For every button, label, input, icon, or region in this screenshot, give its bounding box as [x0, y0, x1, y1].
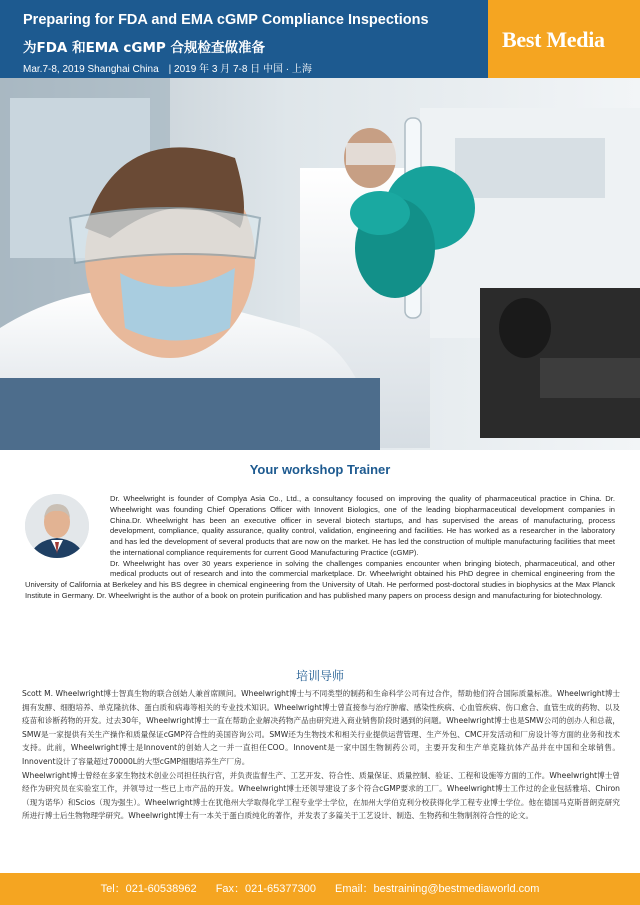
trainer-bio-english [25, 494, 615, 602]
portrait-spacer [25, 494, 110, 572]
contact-fax: Fax：021-65377300 [215, 883, 316, 895]
trainer-bio-chinese [22, 687, 620, 823]
title-chinese: 为FDA 和EMA cGMP 合规检查做准备 [23, 40, 265, 56]
trainer-heading: Your workshop Trainer [249, 462, 391, 477]
trainer-heading-chinese: 培训导师 [295, 669, 344, 683]
contact-info [0, 880, 640, 896]
bio-cn-paragraph: Wheelwright博士曾经在多家生物技术创业公司担任执行官，并负责监督生产、工艺开发、符合性、质量保证、质量控制、验证、工程和设施等方面的工作。Wheelwright博士曾经作为研究员在实验室工作，并领导过一些已上市产品的开发。Wheelwright博士还领导建设了多个符合cGMP要求的工厂。Wheelwright博士工作过的企业包括雅培、Chiron（现为诺华）和Scios（现为强生）。Wheelwright博士在犹他州大学取得化学工程专业学士学位，在加州大学伯克利分校获得化学工程专业博士学位。他在德国马克斯普朗克研究所进行博士后生物物理学研究。Wheelwright博士有一本关于蛋白质纯化的著作，并发表了多篇关于工艺设计、制造、生物药和生物制剂符合性的论文。 [22, 770, 620, 821]
bio-en-paragraph: Dr. Wheelwright is founder of Complya Asia Co., Ltd., a consultancy focused on improving the quality of pharmaceutical practice in China. Dr. Wheelwright was founding Chief Operations Officer with Innovent Biologics, one of the leading biopharmaceutical development companies in China.Dr. Wheelwright has been an executive officer in several biotech startups, and has supervised the areas of manufacturing, process development, compliance, quality assurance, quality control, validation, engineering and facilities. He has worked as a researcher in the laboratory and has led the development of several products that are now on the market. He has led the construction of multiple manufacturing facilities that meet the international compliance requirements for current Good Manufacturing Practice (cGMP). [110, 494, 615, 557]
contact-tel: Tel：021-60538962 [100, 883, 197, 895]
bio-en-paragraph: Dr. Wheelwright has over 30 years experience in solving the challenges companies encounter when bringing biotech, pharmaceutical, and other medical products out of research and into the commercial marketplace. Dr. Wheelwright obtained his PhD degree in chemical engineering from the University of California at Berkeley and his BS degree in chemical engineering from the University of Utah. He performed post-doctoral studies in biophysics at the Max Planck Institute in Germany. Dr. Wheelwright is the author of a book on protein purification and has published many papers on process design and manufacturing for biotechnology. [25, 558, 615, 600]
bio-cn-paragraph: Scott M. Wheelwright博士智真生物的联合创始人兼首席顾问。Wheelwright博士与不同类型的制药和生命科学公司有过合作，帮助他们符合国际质量标准。Wheelwright博士拥有发酵、细胞培养、单克隆抗体、蛋白质和病毒等相关的专业技术知识。Wheelwright博士曾直接参与治疗肿瘤、感染性疾病、心血管疾病、伤口愈合、血管生成的药物、以及疫苗和诊断药物的开发。过去30年，Wheelwright博士一直在帮助企业解决药物产品由研究进入商业销售阶段时遇到的问题。Wheelwright博士也是SMW公司的创办人和总裁，SMW是一家提供有关生产操作和质量保证cGMP符合性的美国咨询公司。SMW还为生物技术和相关行业提供运营管理、生产外包、CMC开发活动和厂房设计等方面的业务和技术支持。此前，Wheelwright博士是Innovent的创始人之一并一直担任COO。Innovent是一家中国生物制药公司，主要开发和生产单克隆抗体产品并在中国和全球销售。Innovent设计了容量超过70000L的大型cGMP细胞培养生产厂房。 [22, 689, 620, 766]
event-date-location: Mar.7-8, 2019 Shanghai China | 2019 年 3 月 7-8 日 中国 · 上海 [23, 64, 312, 75]
title-english: Preparing for FDA and EMA cGMP Compliance Inspections [23, 12, 429, 28]
contact-email[interactable]: Email：bestraining@bestmediaworld.com [335, 883, 540, 895]
bestmedia-logo: Best Media [502, 27, 605, 52]
lab-photo [0, 78, 640, 450]
